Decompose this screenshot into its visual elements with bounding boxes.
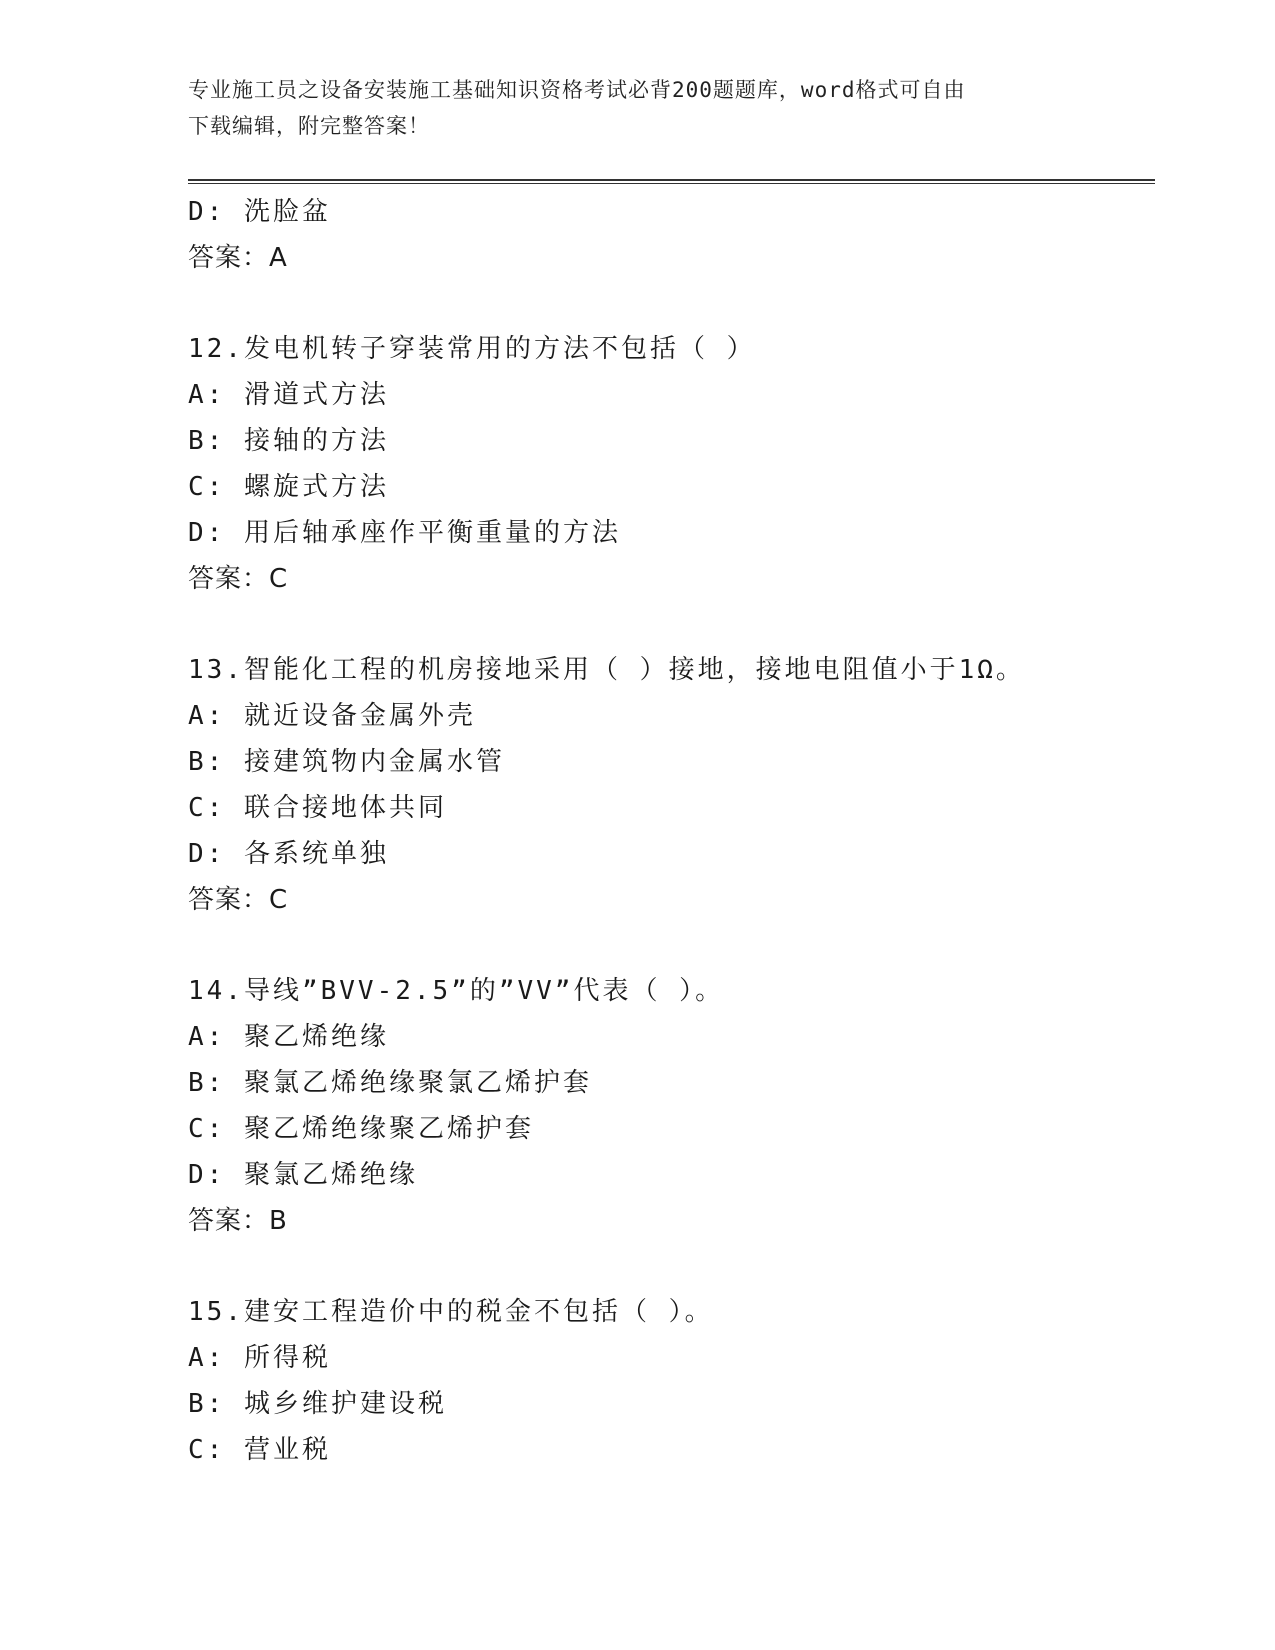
option-c: C: 联合接地体共同	[188, 793, 447, 823]
option-d: D: 聚氯乙烯绝缘	[188, 1160, 418, 1190]
option-a: A: 滑道式方法	[188, 380, 389, 410]
question-stem: 15.建安工程造价中的税金不包括（ ）。	[188, 1297, 714, 1327]
question-list	[188, 189, 1155, 1473]
header-divider	[188, 179, 1155, 184]
option-c: C: 聚乙烯绝缘聚乙烯护套	[188, 1114, 534, 1144]
answer: 答案：C	[188, 885, 289, 915]
option-b: B: 城乡维护建设税	[188, 1389, 447, 1419]
option-d: D: 用后轴承座作平衡重量的方法	[188, 518, 621, 548]
question-stem: 14.导线”BVV-2.5”的”VV”代表（ ）。	[188, 976, 725, 1006]
document-header	[188, 72, 1088, 144]
answer: 答案：C	[188, 564, 289, 594]
question-12	[188, 326, 1155, 602]
option-c: C: 螺旋式方法	[188, 472, 389, 502]
header-line-2: 下载编辑，附完整答案！	[188, 114, 430, 138]
option-d: D: 各系统单独	[188, 839, 389, 869]
answer: 答案：A	[188, 243, 288, 273]
question-13	[188, 647, 1155, 923]
option-a: A: 聚乙烯绝缘	[188, 1022, 389, 1052]
question-14	[188, 968, 1155, 1244]
question-15	[188, 1289, 1155, 1473]
question-stem: 13.智能化工程的机房接地采用（ ）接地，接地电阻值小于1Ω。	[188, 655, 1025, 685]
option-a: A: 就近设备金属外壳	[188, 701, 476, 731]
option-b: B: 聚氯乙烯绝缘聚氯乙烯护套	[188, 1068, 592, 1098]
header-line-1: 专业施工员之设备安装施工基础知识资格考试必背200题题库，word格式可自由	[188, 78, 966, 102]
option-b: B: 接轴的方法	[188, 426, 389, 456]
answer: 答案：B	[188, 1206, 288, 1236]
option-c: C: 营业税	[188, 1435, 331, 1465]
question-stem: 12.发电机转子穿装常用的方法不包括（ ）	[188, 334, 756, 364]
option-b: B: 接建筑物内金属水管	[188, 747, 505, 777]
option-d: D: 洗脸盆	[188, 197, 331, 227]
option-a: A: 所得税	[188, 1343, 331, 1373]
